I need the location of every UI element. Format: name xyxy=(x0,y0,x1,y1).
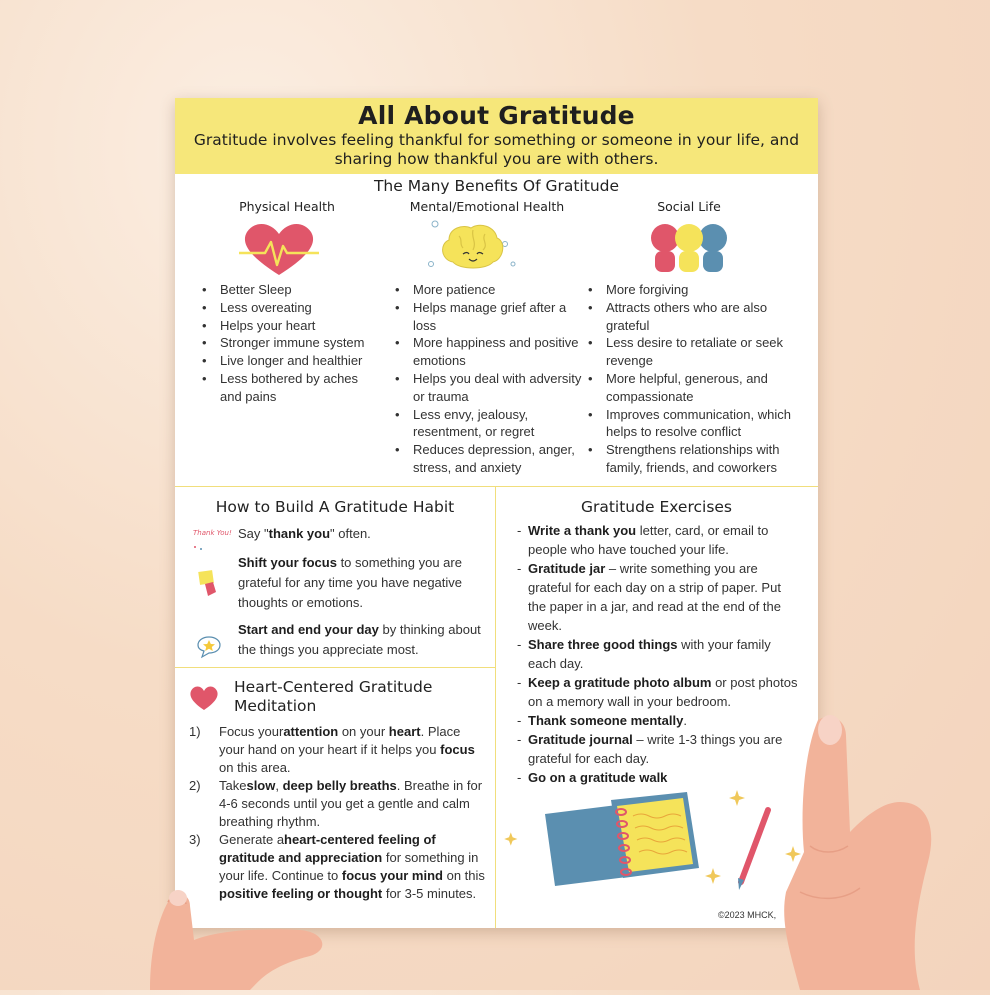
list-item: • Less overeating xyxy=(202,299,382,317)
exercise-name: Gratitude jar xyxy=(528,561,606,576)
list-item: • Improves communication, which helps to resolve conflict xyxy=(588,406,810,442)
list-item: • More happiness and positive emotions xyxy=(395,334,585,370)
exercise-name: Share three good things xyxy=(528,637,678,652)
step-text: on this area. xyxy=(219,760,291,775)
worksheet xyxy=(175,98,818,928)
exercise-description: or post photos on a memory wall in your bedroom. xyxy=(528,675,798,709)
left-hand xyxy=(110,880,350,990)
step-text: Take xyxy=(219,778,247,793)
dash-bullet: - xyxy=(517,523,522,538)
star-speech-bubble-icon xyxy=(196,635,222,659)
step-text: on this xyxy=(442,868,485,883)
list-item: • Helps you deal with adversity or trauma xyxy=(395,370,585,406)
list-item: • More helpful, generous, and compassionate xyxy=(588,370,810,406)
exercise-description: letter, card, or email to people who have touched your life. xyxy=(528,523,769,557)
dash-bullet: - xyxy=(517,561,522,576)
step-text: , xyxy=(275,778,283,793)
exercise-name: Thank someone mentally xyxy=(528,713,684,728)
emphasis-text: slow xyxy=(246,778,276,793)
list-item: • More patience xyxy=(395,281,585,299)
emphasis-text: positive feeling or thought xyxy=(219,886,383,901)
list-item: • Helps your heart xyxy=(202,317,382,335)
list-item: • Strengthens relationships with family, friends, and coworkers xyxy=(588,441,810,477)
right-hand xyxy=(760,712,990,990)
exercise-description: – write something you are grateful for each day on a strip of paper. Put the paper in a jar, and read at the end of the week. xyxy=(528,561,781,633)
dash-bullet: - xyxy=(517,713,522,728)
list-item: • Helps manage grief after a loss xyxy=(395,299,585,335)
column-title-social: Social Life xyxy=(657,199,721,214)
meditation-heading: Heart-Centered Gratitude Meditation xyxy=(234,678,433,715)
emphasis-text: deep belly breaths xyxy=(282,778,397,793)
list-item: • Attracts others who are also grateful xyxy=(588,299,810,335)
exercise-description: . xyxy=(683,713,687,728)
exercises-heading: Gratitude Exercises xyxy=(580,498,733,516)
habit-item-2 xyxy=(238,553,488,613)
habit-item-1 xyxy=(238,524,488,544)
list-item: • Less bothered by aches and pains xyxy=(202,370,382,406)
step-text: for 3-5 minutes. xyxy=(382,886,477,901)
list-item: • Live longer and healthier xyxy=(202,352,382,370)
heart-heartbeat-icon xyxy=(237,220,321,280)
title-banner xyxy=(175,98,818,174)
page-title: All About Gratitude xyxy=(358,101,635,130)
meditation-step xyxy=(189,777,489,831)
step-text: Focus your xyxy=(219,724,284,739)
step-text: on your xyxy=(338,724,389,739)
exercise-name: Write a thank you xyxy=(528,523,637,538)
step-number: 3) xyxy=(189,832,201,847)
meditation-step xyxy=(189,723,489,777)
step-number: 2) xyxy=(189,778,201,793)
column-title-mental: Mental/Emotional Health xyxy=(409,199,565,214)
habit-item-3 xyxy=(238,620,488,660)
list-item: • Better Sleep xyxy=(202,281,382,299)
mental-benefits-list xyxy=(395,281,585,477)
exercise-description: – write 1-3 things you are grateful for each day. xyxy=(528,732,783,766)
svg-text:Thank You!: Thank You! xyxy=(193,529,232,537)
happy-brain-icon xyxy=(423,216,523,278)
step-number: 1) xyxy=(189,724,201,739)
list-item: • Less envy, jealousy, resentment, or regret xyxy=(395,406,585,442)
physical-benefits-list xyxy=(202,281,382,406)
habit-text: Say "thank you" often. xyxy=(238,526,371,541)
exercise-name: Gratitude journal xyxy=(528,732,633,747)
habit-heading: How to Build A Gratitude Habit xyxy=(215,498,455,516)
divider xyxy=(495,486,496,928)
habit-bold-text: Shift your focus xyxy=(238,555,337,570)
list-item: • Stronger immune system xyxy=(202,334,382,352)
dash-bullet: - xyxy=(517,637,522,652)
step-text: for something in your life. Continue to xyxy=(219,850,479,883)
exercise-name: Keep a gratitude photo album xyxy=(528,675,712,690)
column-title-physical: Physical Health xyxy=(239,199,335,214)
step-text: . Breathe in for 4-6 seconds until you get a gentle and calm breathing rhythm. xyxy=(219,778,483,829)
page-subtitle: Gratitude involves feeling thankful for something or someone in your life, and sharing how thankful you are with others. xyxy=(193,131,800,168)
emphasis-text: focus xyxy=(440,742,475,757)
emphasis-text: heart-centered feeling of gratitude and appreciation xyxy=(219,832,436,865)
exercise-item xyxy=(517,559,802,635)
exercise-description: with your family each day. xyxy=(528,637,771,671)
emphasis-text: heart xyxy=(388,724,421,739)
heart-icon xyxy=(188,684,220,712)
exercise-item xyxy=(517,673,802,711)
step-text: Generate a xyxy=(219,832,285,847)
dash-bullet: - xyxy=(517,770,522,785)
emphasis-text: attention xyxy=(283,724,339,739)
habit-text: Shift your focus to something you are grateful for any time you have negative thoughts or emotions. xyxy=(238,555,463,610)
habit-bold-text: Start and end your day xyxy=(238,622,379,637)
three-people-icon xyxy=(647,222,731,272)
habit-bold-text: thank you xyxy=(268,526,331,541)
dash-bullet: - xyxy=(517,732,522,747)
thank-you-note-icon xyxy=(191,525,232,555)
copyright: ©2023 MHCK, xyxy=(718,910,777,920)
divider xyxy=(175,486,818,487)
list-item: • Less desire to retaliate or seek revenge xyxy=(588,334,810,370)
exercise-name: Go on a gratitude walk xyxy=(528,770,668,785)
benefits-heading: The Many Benefits Of Gratitude xyxy=(373,177,620,195)
list-item: • Reduces depression, anger, stress, and anxiety xyxy=(395,441,585,477)
habit-text: Start and end your day by thinking about the things you appreciate most. xyxy=(238,622,481,657)
emphasis-text: focus your mind xyxy=(341,868,443,883)
exercise-item xyxy=(517,635,802,673)
divider xyxy=(175,667,495,668)
dash-bullet: - xyxy=(517,675,522,690)
step-text: . Place your hand on your heart if it helps you xyxy=(219,724,461,757)
list-item: • More forgiving xyxy=(588,281,810,299)
exercise-item xyxy=(517,521,802,559)
meditation-steps xyxy=(189,723,489,903)
sticky-note-hand-icon xyxy=(197,568,221,602)
social-benefits-list xyxy=(588,281,810,477)
